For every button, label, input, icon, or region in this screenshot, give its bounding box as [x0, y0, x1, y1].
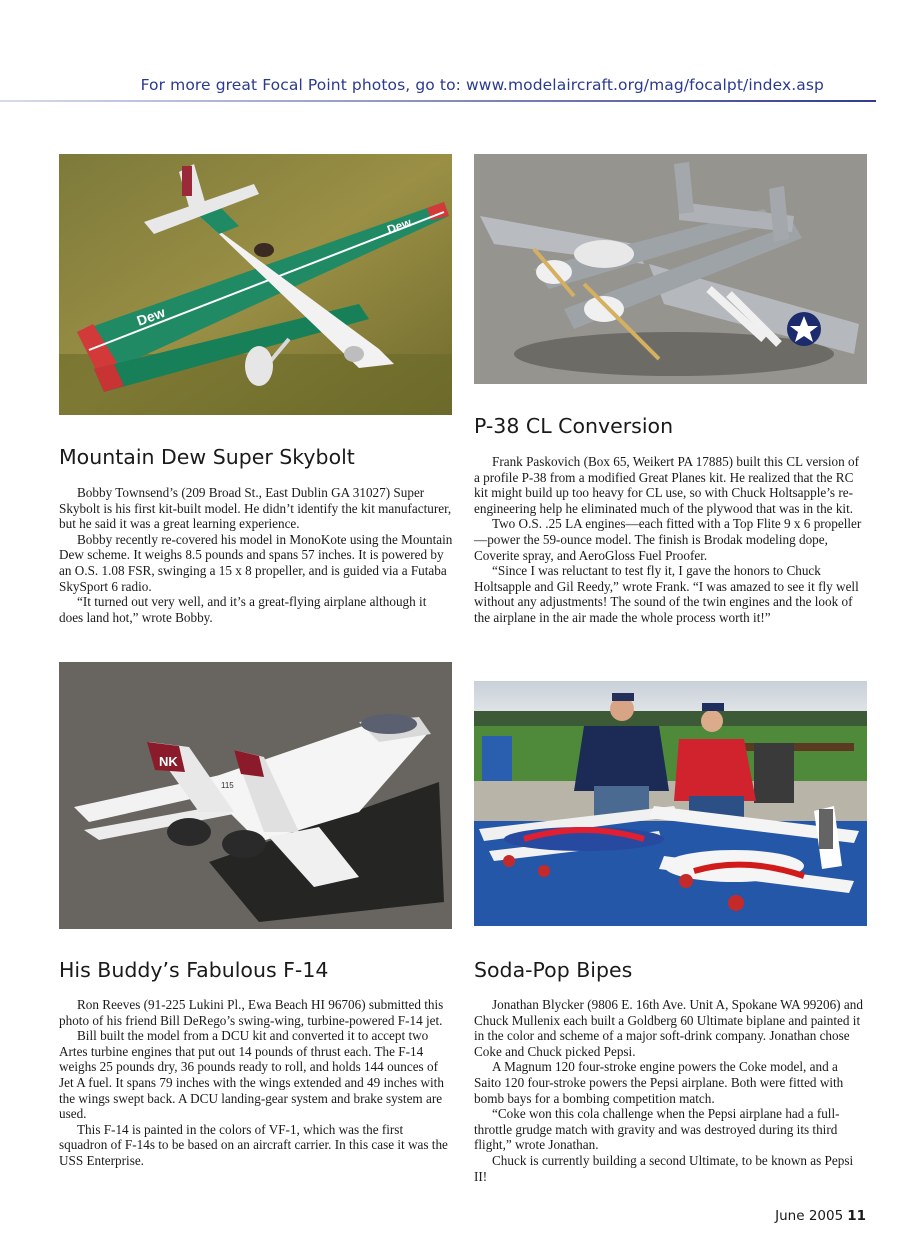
- paragraph: Frank Paskovich (Box 65, Weikert PA 17885) built this CL version of a profile P-38 from a modified Great Planes kit. He realized that the RC kit might build up too heavy for CL use, so with Chuck Holtsapple’s re-engineering help he eliminated much of the plywood that was in the kit.: [474, 454, 859, 516]
- photo-f14: [59, 662, 452, 929]
- paragraph: A Magnum 120 four-stroke engine powers the Coke model, and a Saito 120 four-stroke powers the Pepsi airplane. Both were fitted with bomb bays for a bombing competition match.: [474, 1059, 844, 1106]
- paragraph: Chuck is currently building a second Ultimate, to be known as Pepsi II!: [474, 1152, 854, 1184]
- page-header: [0, 72, 876, 102]
- article-body-p38: [474, 454, 868, 626]
- paragraph: Bill built the model from a DCU kit and converted it to accept two Artes turbine engines that put out 14 pounds of thrust each. The F-14 weighs 25 pounds dry, 36 pounds ready to roll, and holds 144 ounces of Jet A fuel. It spans 79 inches with the wings extended and 49 inches with the wings swept back. A DCU landing-gear system and brake system are used.: [59, 1028, 444, 1122]
- paragraph: Bobby Townsend’s (209 Broad St., East Dublin GA 31027) Super Skybolt is his first kit-built model. He didn’t identify the kit manufacturer, but he said it was a great learning experience.: [59, 485, 452, 532]
- photo-skybolt: [59, 154, 452, 415]
- article-title-skybolt: Mountain Dew Super Skybolt: [59, 445, 355, 469]
- article-body-bipes: [474, 997, 868, 1184]
- page-number: 11: [847, 1208, 866, 1224]
- issue-date: June 2005: [775, 1208, 844, 1224]
- f14-tail-text: NK: [159, 754, 178, 769]
- article-title-f14: His Buddy’s Fabulous F-14: [59, 958, 329, 982]
- f14-number-text: 115: [221, 781, 234, 790]
- header-rule: [0, 100, 876, 102]
- dew-logo-text-2: Dew: [385, 215, 414, 237]
- paragraph: “Since I was reluctant to test fly it, I gave the honors to Chuck Holtsapple and Gil Reedy,” wrote Frank. “I was amazed to see it fly well without any adjustments! The sound of the twin engines and the look of the airplane in the air made the whole process worth it!”: [474, 563, 859, 625]
- header-link-text[interactable]: For more great Focal Point photos, go to: www.modelaircraft.org/mag/focalpt/index.asp: [140, 76, 824, 94]
- dew-logo-text: Dew: [134, 303, 168, 329]
- paragraph: “Coke won this cola challenge when the Pepsi airplane had a full-throttle grudge match with gravity and was destroyed during its third flight,” wrote Jonathan.: [474, 1106, 840, 1153]
- page-footer: [775, 1208, 866, 1224]
- article-title-bipes: Soda-Pop Bipes: [474, 958, 633, 982]
- article-title-p38: P-38 CL Conversion: [474, 414, 674, 438]
- paragraph: “It turned out very well, and it’s a great-flying airplane although it does land hot,” wrote Bobby.: [59, 594, 427, 625]
- paragraph: Ron Reeves (91-225 Lukini Pl., Ewa Beach HI 96706) submitted this photo of his friend Bill DeRego’s swing-wing, turbine-powered F-14 jet.: [59, 997, 444, 1028]
- article-body-skybolt: [59, 485, 453, 625]
- photo-p38: [474, 154, 867, 384]
- paragraph: Bobby recently re-covered his model in MonoKote using the Mountain Dew scheme. It weighs 8.5 pounds and spans 57 inches. It is powered by an O.S. 1.08 FSR, swinging a 15 x 8 propeller, and is guided via a Futaba SkySport 6 radio.: [59, 531, 453, 594]
- photo-bipes: [474, 681, 867, 926]
- paragraph: Jonathan Blycker (9806 E. 16th Ave. Unit A, Spokane WA 99206) and Chuck Mullenix each built a Goldberg 60 Ultimate biplane and painted it in the color and scheme of a major soft-drink company. Jonathan chose Coke and Chuck picked Pepsi.: [474, 997, 863, 1059]
- paragraph: Two O.S. .25 LA engines—each fitted with a Top Flite 9 x 6 propeller—power the 59-ounce model. The finish is Brodak modeling dope, Coverite spray, and AeroGloss Fuel Proofer.: [474, 516, 862, 563]
- paragraph: This F-14 is painted in the colors of VF-1, which was the first squadron of F-14s to be based on an aircraft carrier. In this case it was the USS Enterprise.: [59, 1121, 448, 1168]
- article-body-f14: [59, 997, 453, 1169]
